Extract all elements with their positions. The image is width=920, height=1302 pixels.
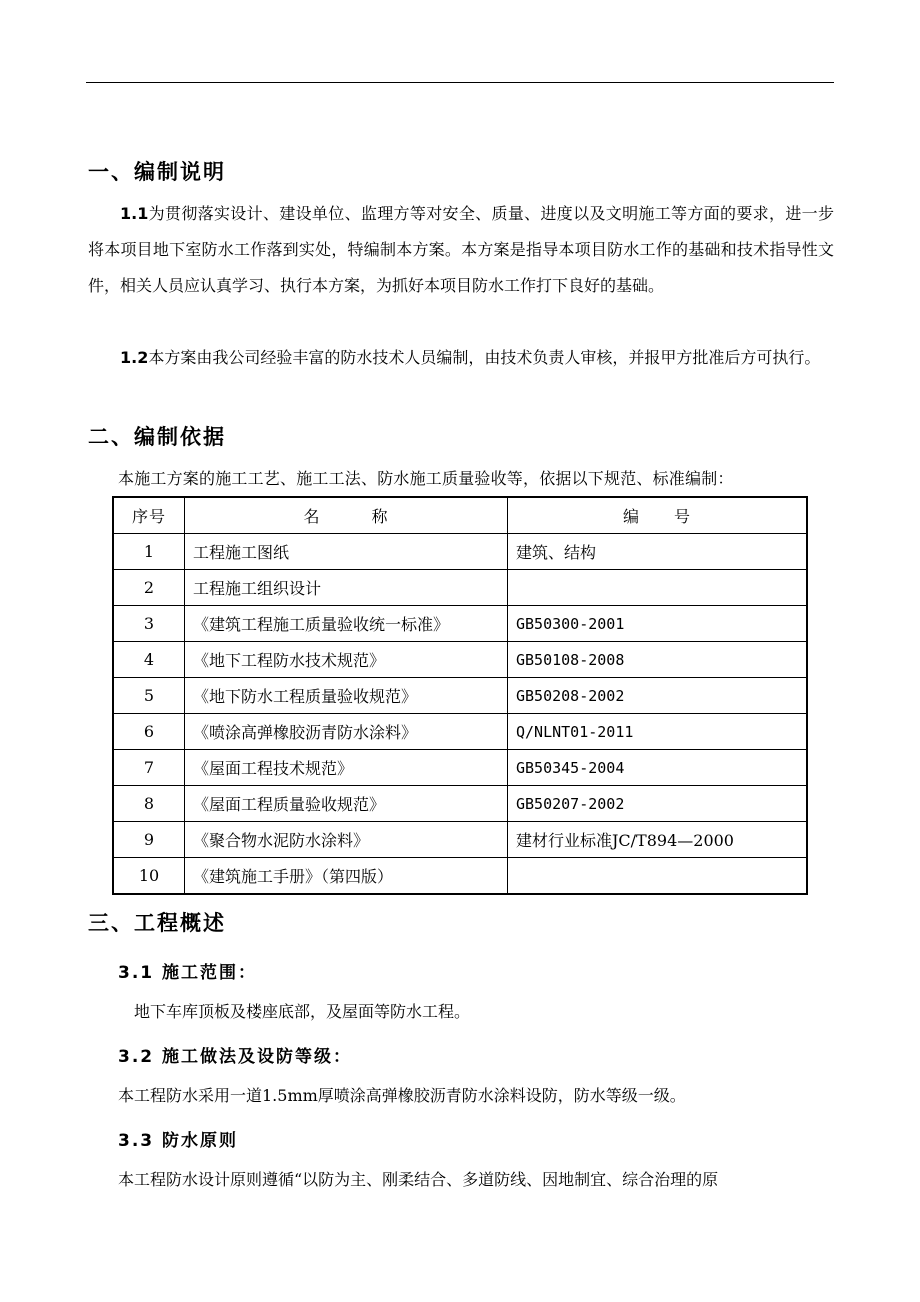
row-number: 10 <box>113 858 185 895</box>
table-row <box>113 786 807 822</box>
header-rule <box>86 82 834 83</box>
section-heading-3: 三、工程概述 <box>88 911 226 935</box>
table-row <box>113 642 807 678</box>
row-name: 《聚合物水泥防水涂料》 <box>185 822 508 858</box>
table-row <box>113 606 807 642</box>
section-2-intro: 本施工方案的施工工艺、施工工法、防水施工质量验收等，依据以下规范、标准编制： <box>118 469 734 488</box>
row-name: 《建筑施工手册》（第四版） <box>185 858 508 895</box>
table-row <box>113 534 807 570</box>
row-number: 3 <box>113 606 185 642</box>
subheading-3-2: 3.2 施工做法及设防等级： <box>118 1047 353 1067</box>
paragraph-number: 1.2 <box>120 348 149 367</box>
row-code: 建筑、结构 <box>508 534 808 570</box>
row-name: 工程施工组织设计 <box>185 570 508 606</box>
row-code: GB50208-2002 <box>508 678 808 714</box>
paragraph-text: 为贯彻落实设计、建设单位、监理方等对安全、质量、进度以及文明施工等方面的要求，进一步将本项目地下室防水工作落到实处，特编制本方案。本方案是指导本项目防水工作的基础和技术指导性文件，相关人员应认真学习、执行本方案，为抓好本项目防水工作打下良好的基础。 <box>88 204 834 295</box>
row-code: Q/NLNT01-2011 <box>508 714 808 750</box>
row-code: GB50207-2002 <box>508 786 808 822</box>
table-row <box>113 570 807 606</box>
column-header-name: 名 称 <box>185 497 508 534</box>
standards-table <box>112 496 808 895</box>
row-code: GB50300-2001 <box>508 606 808 642</box>
row-number: 1 <box>113 534 185 570</box>
subsection-3-3-text: 本工程防水设计原则遵循“以防为主、刚柔结合、多道防线、因地制宜、综合治理的原 <box>118 1170 719 1189</box>
paragraph-1-2 <box>88 340 834 376</box>
row-name: 《喷涂高弹橡胶沥青防水涂料》 <box>185 714 508 750</box>
row-number: 9 <box>113 822 185 858</box>
row-name: 《屋面工程技术规范》 <box>185 750 508 786</box>
row-code <box>508 570 808 606</box>
row-number: 4 <box>113 642 185 678</box>
table-row <box>113 714 807 750</box>
table-row <box>113 822 807 858</box>
row-name: 《地下工程防水技术规范》 <box>185 642 508 678</box>
row-name: 工程施工图纸 <box>185 534 508 570</box>
row-code <box>508 858 808 895</box>
row-code: 建材行业标准JC/T894—2000 <box>508 822 808 858</box>
row-code: GB50345-2004 <box>508 750 808 786</box>
subsection-3-1-text: 地下车库顶板及楼座底部，及屋面等防水工程。 <box>134 1002 471 1021</box>
section-heading-1: 一、编制说明 <box>88 160 226 184</box>
paragraph-text: 本方案由我公司经验丰富的防水技术人员编制，由技术负责人审核，并报甲方批准后方可执行。 <box>148 348 821 367</box>
table-row <box>113 858 807 895</box>
row-number: 5 <box>113 678 185 714</box>
column-header-code: 编 号 <box>508 497 808 534</box>
subheading-3-3: 3.3 防水原则 <box>118 1131 239 1151</box>
row-name: 《建筑工程施工质量验收统一标准》 <box>185 606 508 642</box>
column-header-number: 序号 <box>113 497 185 534</box>
paragraph-1-1 <box>88 196 834 304</box>
row-name: 《地下防水工程质量验收规范》 <box>185 678 508 714</box>
row-number: 6 <box>113 714 185 750</box>
row-name: 《屋面工程质量验收规范》 <box>185 786 508 822</box>
row-number: 8 <box>113 786 185 822</box>
table-row <box>113 678 807 714</box>
table-row <box>113 750 807 786</box>
row-number: 7 <box>113 750 185 786</box>
subsection-3-2-text: 本工程防水采用一道1.5mm厚喷涂高弹橡胶沥青防水涂料设防，防水等级一级。 <box>118 1086 686 1105</box>
row-number: 2 <box>113 570 185 606</box>
paragraph-number: 1.1 <box>120 204 149 223</box>
row-code: GB50108-2008 <box>508 642 808 678</box>
section-heading-2: 二、编制依据 <box>88 425 226 449</box>
subheading-3-1: 3.1 施工范围： <box>118 963 258 983</box>
table-header-row <box>113 497 807 534</box>
